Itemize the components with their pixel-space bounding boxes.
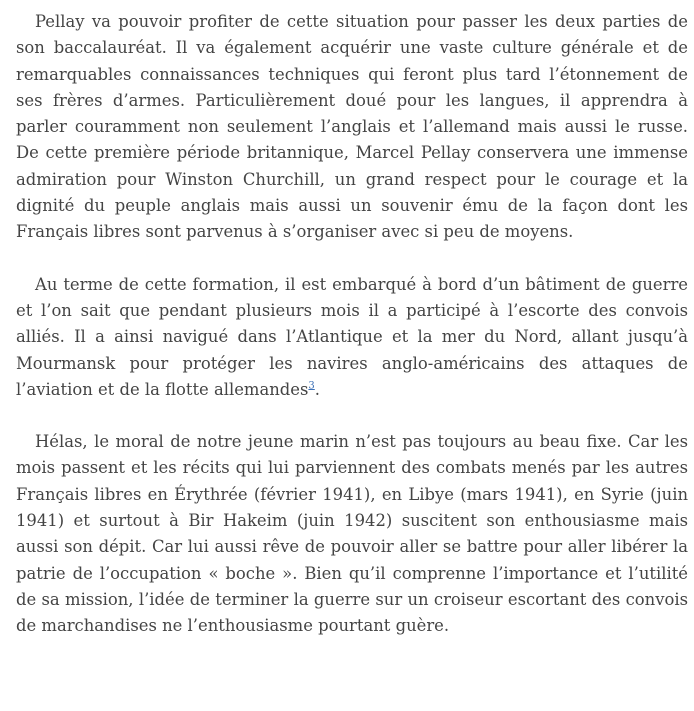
article-body	[16, 9, 688, 666]
paragraph-2-text: Au terme de cette formation, il est embarqué à bord d’un bâtiment de guerre et l’on sait que pendant plusieurs mois il a participé à l’escorte des convois alliés. Il a ainsi navigué dans l’Atlantique et la mer du Nord, allant jusqu’à Mourmansk pour protéger les navires anglo-américains des attaques de l’aviation et de la flotte allemandes	[16, 274, 688, 399]
paragraph-2	[16, 272, 688, 403]
paragraph-1-text: Pellay va pouvoir profiter de cette situation pour passer les deux parties de son baccalauréat. Il va également acquérir une vaste culture générale et de remarquables connaissances techniques qui feront plus tard l’étonnement de ses frères d’armes. Particulièrement doué pour les langues, il apprendra à parler couramment non seulement l’anglais et l’allemand mais aussi le russe. De cette première période britannique, Marcel Pellay conservera une immense admiration pour Winston Churchill, un grand respect pour le courage et la dignité du peuple anglais mais aussi un souvenir ému de la façon dont les Français libres sont parvenus à s’organiser avec si peu de moyens.	[16, 12, 688, 242]
paragraph-3	[16, 429, 688, 639]
footnote-link[interactable]: 3	[308, 380, 315, 392]
paragraph-1	[16, 9, 688, 246]
paragraph-2-end: .	[314, 379, 320, 399]
paragraph-3-text: Hélas, le moral de notre jeune marin n’est pas toujours au beau fixe. Car les mois passent et les récits qui lui parviennent des combats menés par les autres Français libres en Érythrée (février 1941), en Libye (mars 1941), en Syrie (juin 1941) et surtout à Bir Hakeim (juin 1942) suscitent son enthousiasme mais aussi son dépit. Car lui aussi rêve de pouvoir aller se battre pour aller libérer la patrie de l’occupation « boche ». Bien qu’il comprenne l’importance et l’utilité de sa mission, l’idée de terminer la guerre sur un croiseur escortant des convois de marchandises ne l’enthousiasme pourtant guère.	[16, 432, 688, 636]
